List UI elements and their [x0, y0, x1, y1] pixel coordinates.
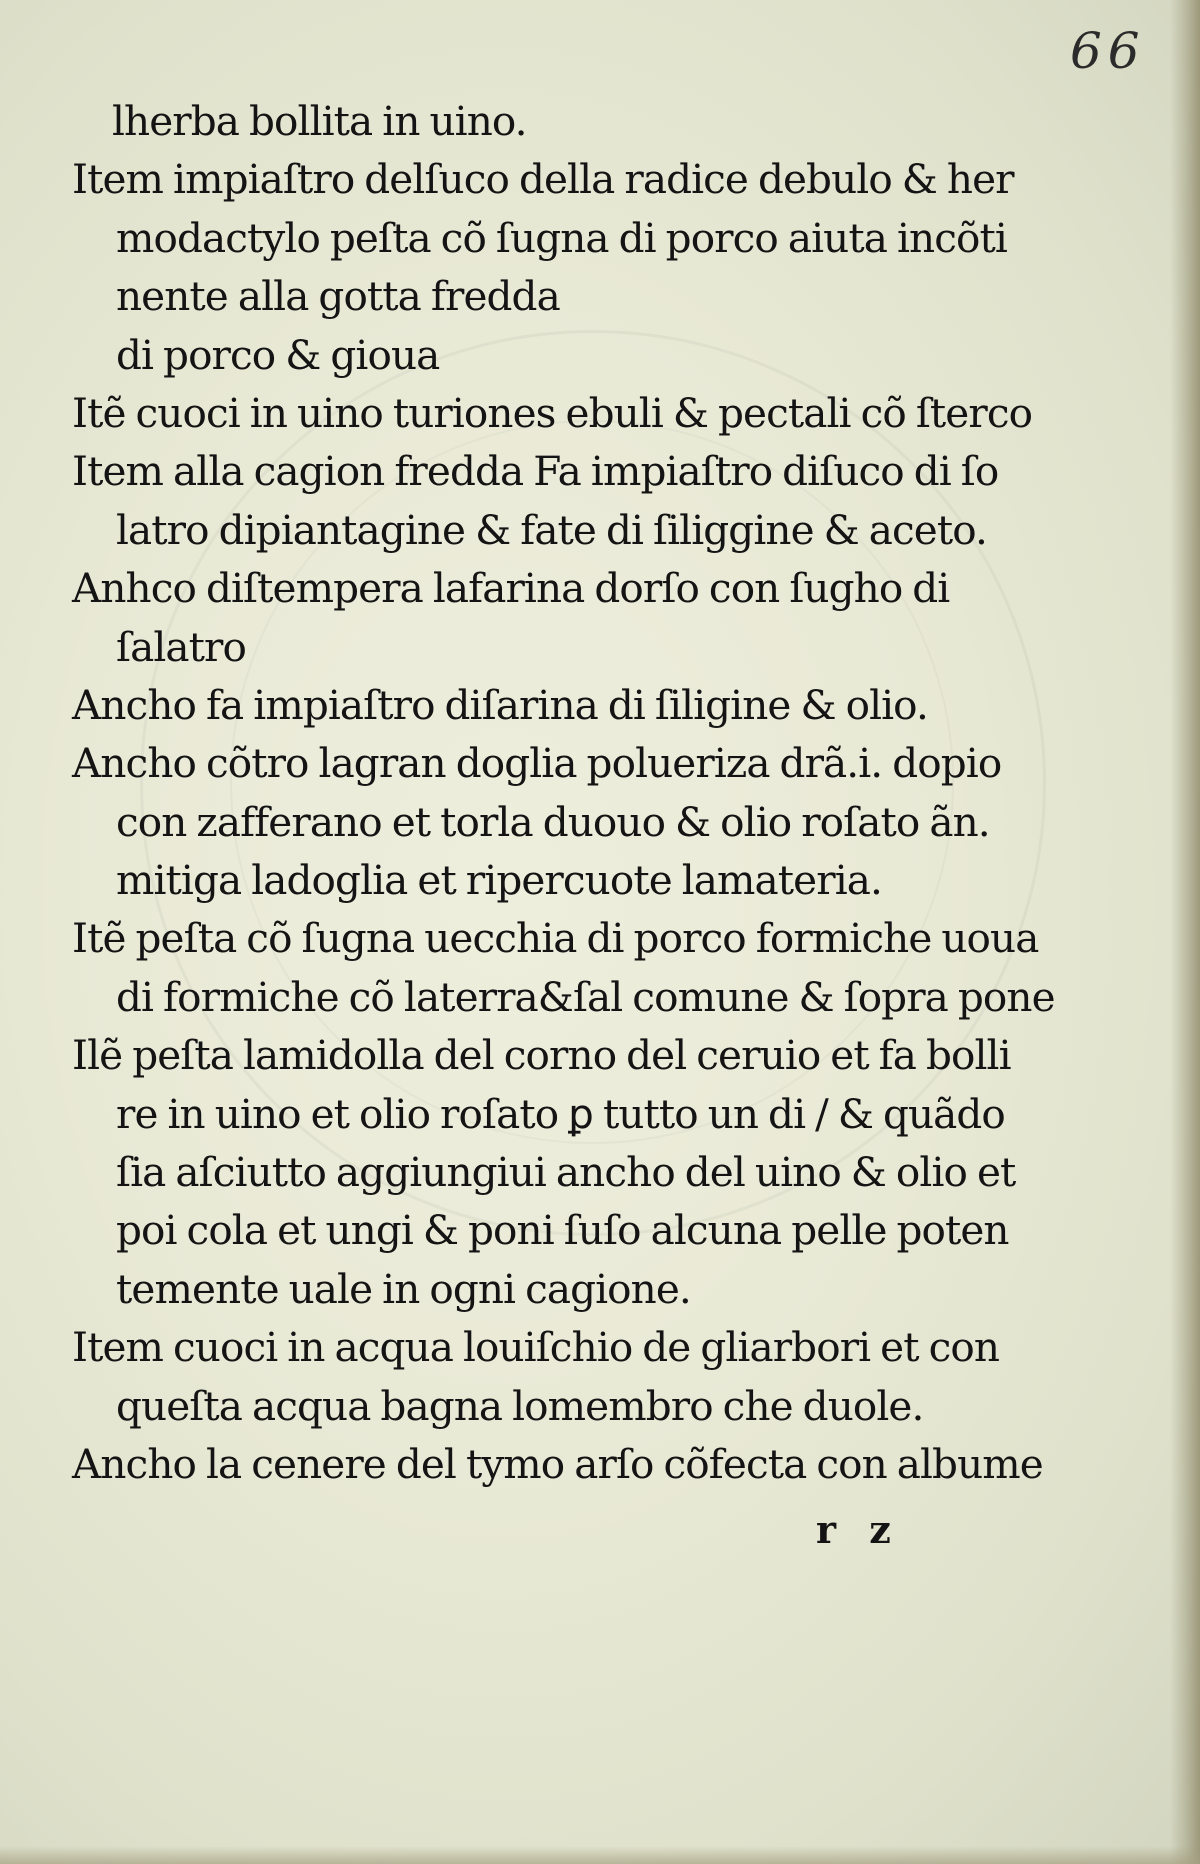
text-line: con zafferano et torla duouo & olio roſato ãn. — [116, 797, 990, 846]
text-line: Ancho fa impiaſtro diſarina di ſiligine & olio. — [72, 680, 928, 729]
handwritten-folio-number: 66 — [1070, 22, 1146, 80]
signature-mark: r z — [816, 1507, 901, 1552]
page-bottom-edge-shadow — [0, 1846, 1200, 1864]
text-line: di porco & gioua — [116, 330, 440, 379]
text-line: latro dipiantagine & fate di ſiliggine & aceto. — [116, 505, 987, 554]
printed-text-block — [72, 92, 1055, 1512]
text-line: poi cola et ungi & poni ſuſo alcuna pelle poten — [116, 1206, 1009, 1255]
text-line: Ancho la cenere del tymo arſo cõfecta con albume — [72, 1439, 1043, 1488]
text-line: di formiche cõ laterra&ſal comune & ſopra pone — [116, 972, 1055, 1021]
text-line: ſalatro — [116, 622, 246, 671]
text-line: nente alla gotta fredda — [116, 272, 560, 321]
text-line: Anhco diſtempera lafarina dorſo con ſugho di — [72, 564, 950, 613]
text-line: Ilẽ peſta lamidolla del corno del ceruio et fa bolli — [72, 1031, 1011, 1080]
text-line: temente uale in ogni cagione. — [116, 1264, 691, 1313]
text-line: lherba bollita in uino. — [112, 97, 527, 145]
text-line: modactylo peſta cõ ſugna di porco aiuta incõti — [116, 213, 1007, 262]
text-line: queſta acqua bagna lomembro che duole. — [116, 1381, 924, 1430]
text-line: Item impiaſtro delſuco della radice debulo & her — [72, 155, 1014, 204]
text-line: mitiga ladoglia et ripercuote lamateria. — [116, 856, 882, 905]
text-line: Itẽ peſta cõ ſugna uecchia di porco formiche uoua — [72, 914, 1039, 963]
text-line: Item cuoci in acqua louiſchio de gliarbori et con — [72, 1323, 1000, 1372]
page-right-edge-shadow — [1170, 0, 1200, 1864]
text-line: ſia aſciutto aggiungiui ancho del uino & olio et — [116, 1148, 1016, 1197]
text-line: Ancho cõtro lagran doglia polueriza drã.i. dopio — [72, 739, 1002, 788]
text-line: re in uino et olio roſato ꝑ tutto un di / & quãdo — [116, 1089, 1005, 1138]
text-line: Item alla cagion fredda Fa impiaſtro diſuco di ſo — [72, 447, 999, 496]
text-line: Itẽ cuoci in uino turiones ebuli & pectali cõ ſterco — [72, 388, 1033, 437]
